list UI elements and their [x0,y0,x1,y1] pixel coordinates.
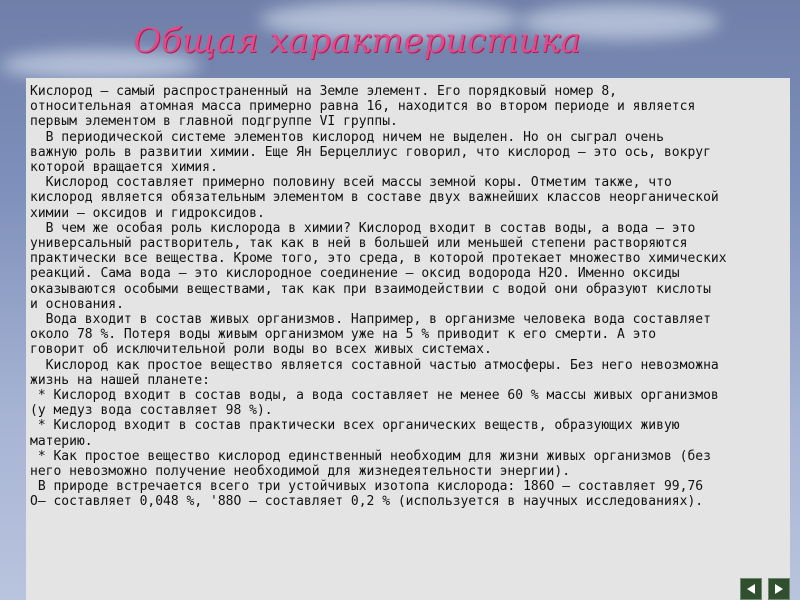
slide-title: Общая характеристика [133,21,581,61]
text-line: Кислород составляет примерно половину всей массы земной коры. Отметим также, что [30,175,672,191]
text-line: В периодической системе элементов кислород ничем не выделен. Но он сыграл очень [30,129,664,145]
text-line: * Кислород входит в состав практически всех органических веществ, образующих живую [30,418,680,434]
text-line: (у медуз вода составляет 98 %). [30,403,273,419]
text-line: * Как простое вещество кислород единственный необходим для жизни живых организмов (без [30,448,711,464]
text-line: которой вращается химия. [30,160,218,176]
prev-slide-button[interactable] [740,578,762,600]
text-line: реакций. Сама вода — это кислородное соединение — оксид водорода H2O. Именно оксиды [30,266,680,282]
text-line: Вода входит в состав живых организмов. Например, в организме человека вода составляет [30,312,711,328]
text-line: химии — оксидов и гидроксидов. [30,205,265,221]
text-line: Кислород — самый распространенный на Земле элемент. Его порядковый номер 8, [30,84,617,99]
text-line: практически все вещества. Кроме того, это среда, в которой протекает множество химических [30,251,727,267]
text-line: него невозможно получение необходимой для жизнедеятельности энергии). [30,464,571,480]
text-line: универсальный растворитель, так как в ней в большей или меньшей степени растворяются [30,236,688,252]
triangle-left-icon [744,582,758,596]
triangle-right-icon [772,582,786,596]
text-line: говорит об исключительной роли воды во всех живых системах. [30,342,492,358]
text-line: около 78 %. Потеря воды живым организмом уже на 5 % приводит к его смерти. А это [30,327,657,343]
next-slide-button[interactable] [768,578,790,600]
text-line: оказываются особыми веществами, так как при взаимодействии с водой они образуют кислоты [30,281,711,297]
text-line: жизнь на нашей планете: [30,372,211,388]
slide-body [30,84,788,510]
text-line: относительная атомная масса примерно равна 16, находится во втором периоде и является [30,99,696,115]
text-line: В чем же особая роль кислорода в химии? Кислород входит в состав воды, а вода — это [30,220,696,236]
text-line: важную роль в развитии химии. Еще Ян Берцеллиус говорил, что кислород — это ось, вокруг [30,144,711,160]
text-line: O— составляет 0,048 %, '88O — составляет 0,2 % (используется в научных исследованиях). [30,494,704,510]
text-line: Кислород как простое вещество является составной частью атмосферы. Без него невозможна [30,357,719,373]
text-line: кислород является обязательным элементом в составе двух важнейших классов неорганической [30,190,719,206]
text-line: первым элементом в главной подгруппе VI группы. [30,114,398,130]
text-line: В природе встречается всего три устойчивых изотопа кислорода: 186O — составляет 99,76 [30,479,704,495]
text-line: материю. [30,433,93,449]
text-line: * Кислород входит в состав воды, а вода составляет не менее 60 % массы живых организмов [30,388,719,404]
text-line: и основания. [30,296,124,312]
